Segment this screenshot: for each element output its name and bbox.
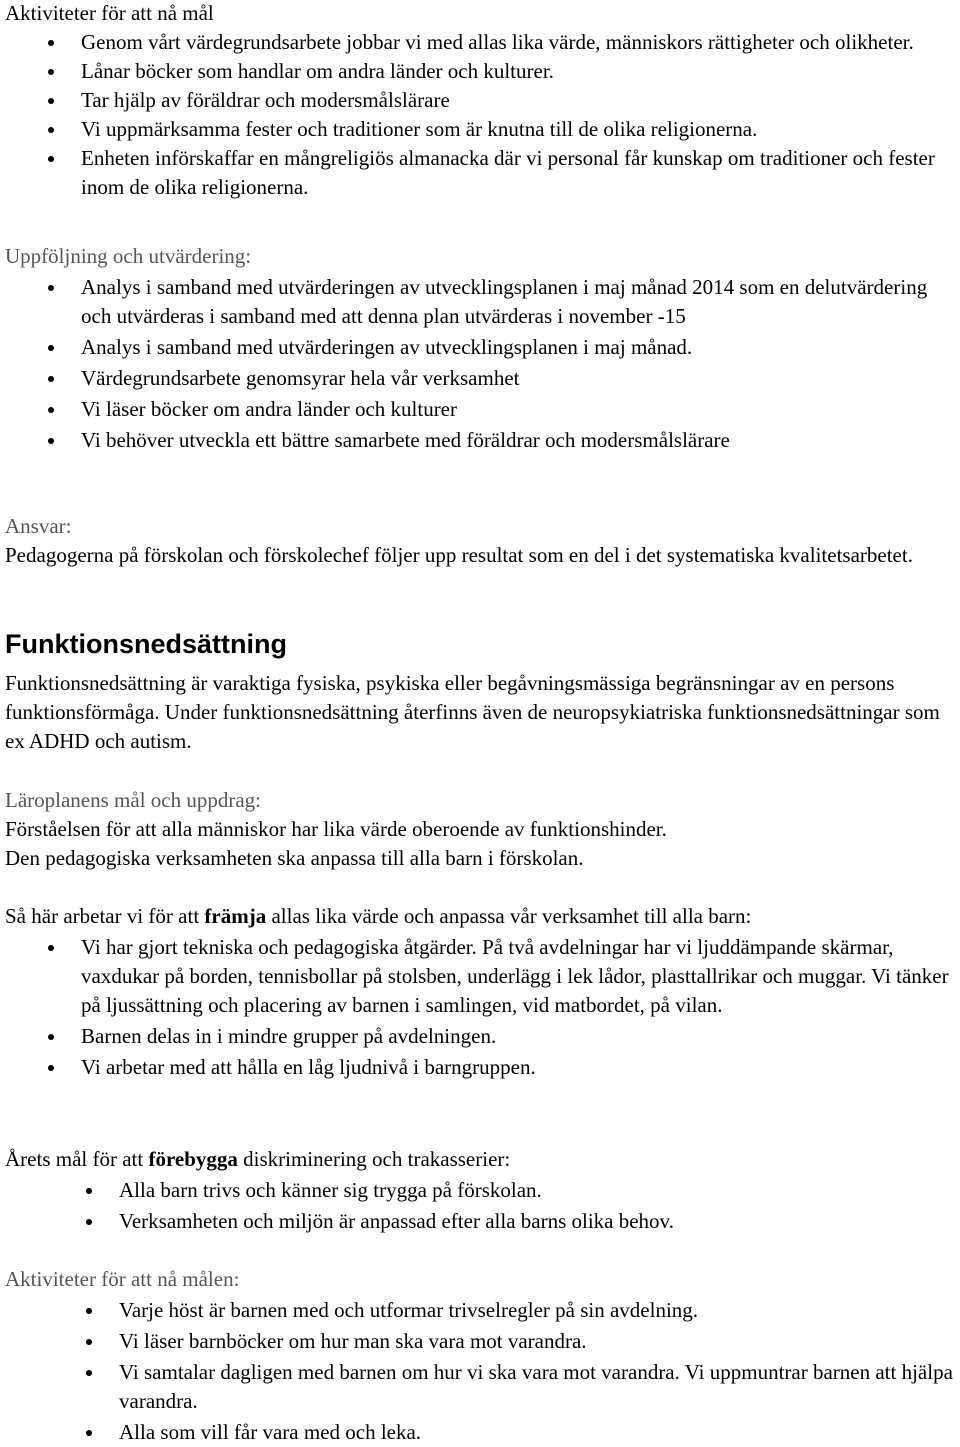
forebygga-intro: Årets mål för att förebygga diskriminering och trakasserier: xyxy=(5,1147,511,1171)
bullet-icon xyxy=(48,1065,54,1071)
list-item: Varje höst är barnen med och utformar trivselregler på sin avdelning. xyxy=(5,1296,955,1325)
bullet-icon xyxy=(48,285,54,291)
list-item: Vi behöver utveckla ett bättre samarbete med föräldrar och modersmålslärare xyxy=(5,426,955,455)
list-item: Enheten införskaffar en mångreligiös almanacka där vi personal får kunskap om traditioner och fester inom de olika religionerna. xyxy=(5,144,955,202)
activities-goals-2-list xyxy=(5,1296,955,1447)
list-item: Verksamheten och miljön är anpassad efter alla barns olika behov. xyxy=(5,1207,955,1236)
bullet-icon xyxy=(48,127,54,133)
funktion-text: Funktionsnedsättning är varaktiga fysiska, psykiska eller begåvningsmässiga begränsningar av en persons funktionsförmåga. Under funktionsnedsättning återfinns även de neuropsykiatriska funktionsnedsättningar som ex ADHD och autism. xyxy=(5,671,940,753)
section-laroplan xyxy=(5,786,955,873)
list-item: Genom vårt värdegrundsarbete jobbar vi med allas lika värde, människors rättigheter och olikheter. xyxy=(5,28,955,57)
list-item: Alla som vill får vara med och leka. xyxy=(5,1418,955,1447)
laroplan-heading: Läroplanens mål och uppdrag: xyxy=(5,788,261,812)
section-activities-goals-heading: Aktiviteter för att nå mål xyxy=(5,1,214,25)
section-activities-goals xyxy=(5,0,955,202)
bullet-icon xyxy=(48,98,54,104)
section-ansvar xyxy=(5,512,955,570)
section-followup xyxy=(5,242,955,455)
list-item: Lånar böcker som handlar om andra länder och kulturer. xyxy=(5,57,955,86)
list-item: Vi har gjort tekniska och pedagogiska åtgärder. På två avdelningar har vi ljuddämpande skärmar, vaxdukar på borden, tennisbollar på stolsben, underlägg i lek lådor, plasttallrikar och muggar. Vi tänker på ljussättning och placering av barnen i samlingen, vid matbordet, på vilan. xyxy=(5,933,955,1020)
bullet-icon xyxy=(48,1034,54,1040)
section-framja xyxy=(5,902,955,1082)
activities-goals-2-heading: Aktiviteter för att nå målen: xyxy=(5,1267,240,1291)
list-item: Vi arbetar med att hålla en låg ljudnivå i barngruppen. xyxy=(5,1053,955,1082)
ansvar-text: Pedagogerna på förskolan och förskolechef följer upp resultat som en del i det systematiska kvalitetsarbetet. xyxy=(5,543,913,567)
list-item: Vi samtalar dagligen med barnen om hur vi ska vara mot varandra. Vi uppmuntrar barnen att hjälpa varandra. xyxy=(5,1358,955,1416)
bullet-icon xyxy=(86,1370,92,1376)
framja-list xyxy=(5,933,955,1082)
section-forebygga xyxy=(5,1145,955,1236)
bullet-icon xyxy=(86,1188,92,1194)
bullet-icon xyxy=(48,438,54,444)
list-item: Analys i samband med utvärderingen av utvecklingsplanen i maj månad 2014 som en delutvärdering och utvärderas i samband med att denna plan utvärderas i november -15 xyxy=(5,273,955,331)
bullet-icon xyxy=(48,407,54,413)
activities-goals-list xyxy=(5,28,955,202)
bullet-icon xyxy=(48,40,54,46)
list-item: Vi uppmärksamma fester och traditioner som är knutna till de olika religionerna. xyxy=(5,115,955,144)
list-item: Vi läser böcker om andra länder och kulturer xyxy=(5,395,955,424)
list-item: Värdegrundsarbete genomsyrar hela vår verksamhet xyxy=(5,364,955,393)
followup-heading: Uppföljning och utvärdering: xyxy=(5,244,252,268)
list-item: Barnen delas in i mindre grupper på avdelningen. xyxy=(5,1022,955,1051)
bullet-icon xyxy=(48,945,54,951)
ansvar-heading: Ansvar: xyxy=(5,514,72,538)
list-item: Analys i samband med utvärderingen av utvecklingsplanen i maj månad. xyxy=(5,333,955,362)
laroplan-line-2: Den pedagogiska verksamheten ska anpassa till alla barn i förskolan. xyxy=(5,846,584,870)
bullet-icon xyxy=(48,376,54,382)
list-item: Alla barn trivs och känner sig trygga på förskolan. xyxy=(5,1176,955,1205)
funktion-title: Funktionsnedsättning xyxy=(5,629,287,659)
bullet-icon xyxy=(48,69,54,75)
bullet-icon xyxy=(48,156,54,162)
laroplan-line-1: Förståelsen för att alla människor har lika värde oberoende av funktionshinder. xyxy=(5,817,667,841)
bullet-icon xyxy=(48,345,54,351)
bullet-icon xyxy=(86,1308,92,1314)
bullet-icon xyxy=(86,1339,92,1345)
list-item: Tar hjälp av föräldrar och modersmålslärare xyxy=(5,86,955,115)
bullet-icon xyxy=(86,1219,92,1225)
followup-list xyxy=(5,273,955,455)
framja-intro: Så här arbetar vi för att främja allas lika värde och anpassa vår verksamhet till alla barn: xyxy=(5,904,752,928)
list-item: Vi läser barnböcker om hur man ska vara mot varandra. xyxy=(5,1327,955,1356)
forebygga-list xyxy=(5,1176,955,1236)
bullet-icon xyxy=(86,1430,92,1436)
section-activities-goals-2 xyxy=(5,1265,955,1447)
